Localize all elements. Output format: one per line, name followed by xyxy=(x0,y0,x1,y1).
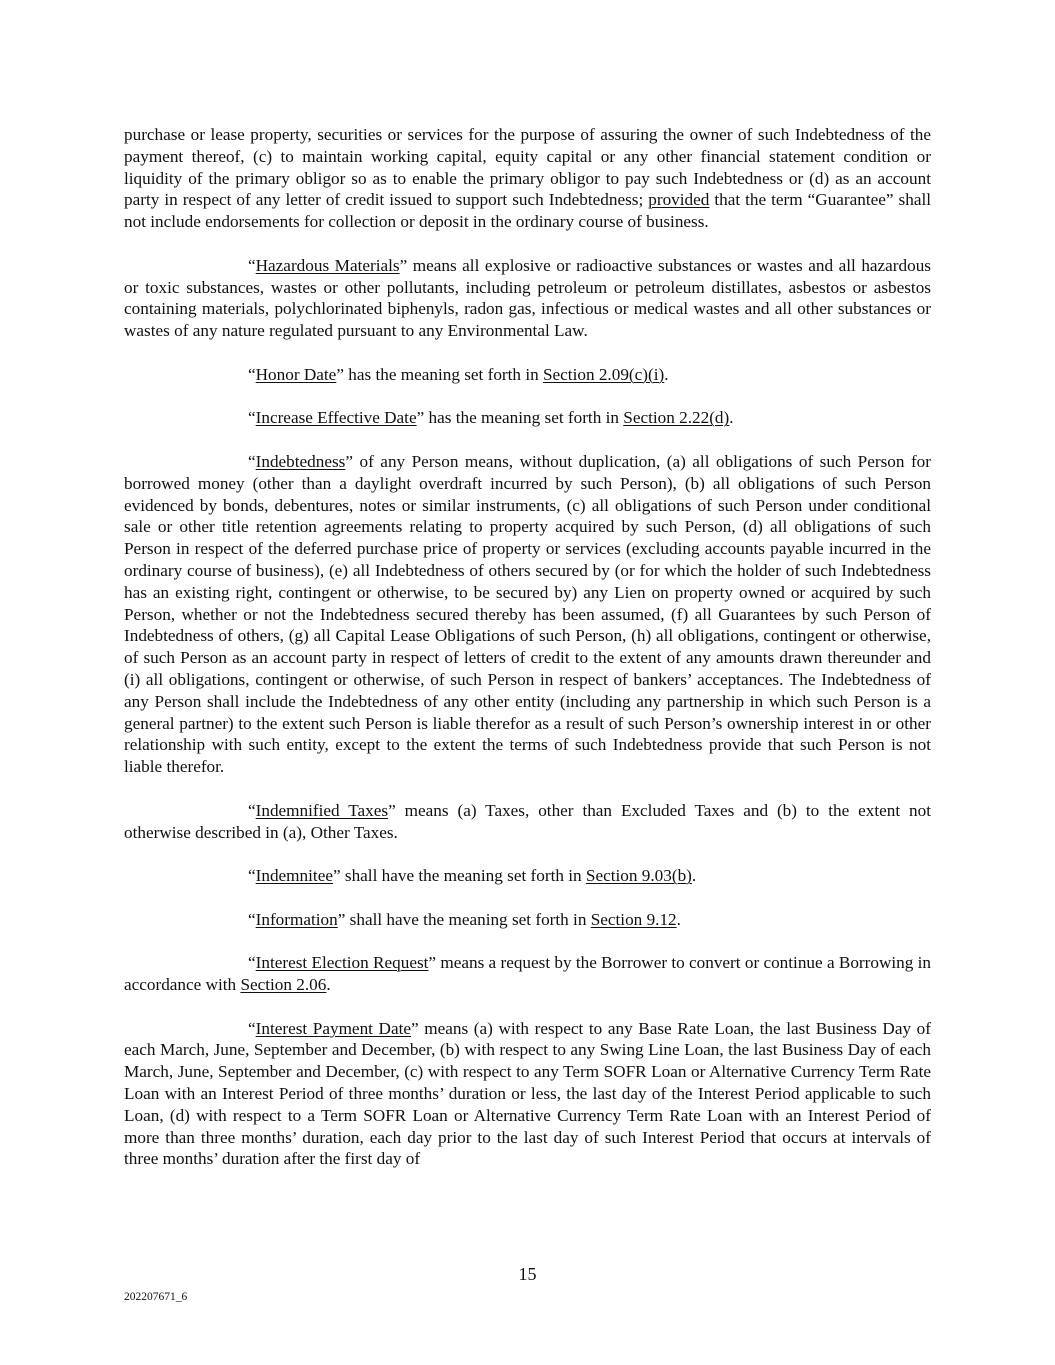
defined-term: Honor Date xyxy=(255,364,337,384)
page-number: 15 xyxy=(518,1264,537,1284)
defined-term: Indemnified Taxes xyxy=(255,800,389,820)
definition-hazardous-materials: “Hazardous Materials” means all explosive or radioactive substances or wastes and all hazardous or toxic substances, wastes or other pollutants, including petroleum or petroleum distillates, asbestos or asbestos containing materials, polychlorinated biphenyls, radon gas, infectious or medical wastes and all other substances or wastes of any nature regulated pursuant to any Environmental Law. xyxy=(124,255,931,341)
section-reference: Section 2.09(c)(i) xyxy=(542,364,665,384)
section-reference: Section 9.03(b) xyxy=(585,866,692,886)
paragraph-guarantee-continuation: purchase or lease property, securities or services for the purpose of assuring the owner of such Indebtedness of the payment thereof, (c) to maintain working capital, equity capital or any other financial statement condition or liquidity of the primary obligor so as to enable the primary obligor to pay such Indebtedness or (d) as an account party in respect of any letter of credit issued to support such Indebtedness; provided that the term “Guarantee” shall not include endorsements for collection or deposit in the ordinary course of business. xyxy=(124,125,931,232)
definition-interest-election-request: “Interest Election Request” means a request by the Borrower to convert or continue a Borrowing in accordance with Section 2.06. xyxy=(124,953,932,995)
provided-term: provided xyxy=(648,190,710,210)
section-reference: Section 2.06 xyxy=(240,975,327,995)
section-reference: Section 9.12 xyxy=(590,909,677,929)
definition-indemnified-taxes: “Indemnified Taxes” means (a) Taxes, other than Excluded Taxes and (b) to the extent not otherwise described in (a), Other Taxes. xyxy=(124,800,931,842)
defined-term: Hazardous Materials xyxy=(255,255,400,275)
section-reference: Section 2.22(d) xyxy=(623,408,730,428)
definition-information: “Information” shall have the meaning set forth in Section 9.12. xyxy=(248,909,681,929)
document-body xyxy=(124,124,931,1192)
definition-indemnitee: “Indemnitee” shall have the meaning set forth in Section 9.03(b). xyxy=(248,866,697,886)
definition-indebtedness: “Indebtedness” of any Person means, without duplication, (a) all obligations of such Person for borrowed money (other than a daylight overdraft incurred by such Person), (b) all obligations of such Person evidenced by bonds, debentures, notes or similar instruments, (c) all obligations of such Person under conditional sale or other title retention agreements relating to property acquired by such Person, (d) all obligations of such Person in respect of the deferred purchase price of property or services (excluding accounts payable incurred in the ordinary course of business), (e) all Indebtedness of others secured by (or for which the holder of such Indebtedness has an existing right, contingent or otherwise, to be secured by) any Lien on property owned or acquired by such Person, whether or not the Indebtedness secured thereby has been assumed, (f) all Guarantees by such Person of Indebtedness of others, (g) all Capital Lease Obligations of such Person, (h) all obligations, contingent or otherwise, of such Person as an account party in respect of letters of credit to the extent of any amounts drawn thereunder and (i) all obligations, contingent or otherwise, of such Person in respect of bankers’ acceptances. The Indebtedness of any Person shall include the Indebtedness of any other entity (including any partnership in which such Person is a general partner) to the extent such Person is liable therefor as a result of such Person’s ownership interest in or other relationship with such entity, except to the extent the terms of such Indebtedness provide that such Person is not liable therefor. xyxy=(124,451,931,777)
definition-increase-effective-date: “Increase Effective Date” has the meaning set forth in Section 2.22(d). xyxy=(248,408,734,428)
defined-term: Indebtedness xyxy=(255,451,346,471)
defined-term: Interest Payment Date xyxy=(255,1018,411,1038)
definition-honor-date: “Honor Date” has the meaning set forth in Section 2.09(c)(i). xyxy=(248,364,669,384)
defined-term: Interest Election Request xyxy=(255,953,429,973)
document-id: 202207671_6 xyxy=(124,1291,188,1303)
defined-term: Increase Effective Date xyxy=(255,408,417,428)
defined-term: Indemnitee xyxy=(255,866,333,886)
definition-interest-payment-date: “Interest Payment Date” means (a) with respect to any Base Rate Loan, the last Business Day of each March, June, September and December, (b) with respect to any Swing Line Loan, the last Business Day of each March, June, September and December, (c) with respect to any Term SOFR Loan or Alternative Currency Term Rate Loan with an Interest Period of three months’ duration or less, the last day of the Interest Period applicable to such Loan, (d) with respect to a Term SOFR Loan or Alternative Currency Term Rate Loan with an Interest Period of more than three months’ duration, each day prior to the last day of such Interest Period that occurs at intervals of three months’ duration after the first day of xyxy=(124,1018,931,1169)
defined-term: Information xyxy=(255,909,338,929)
